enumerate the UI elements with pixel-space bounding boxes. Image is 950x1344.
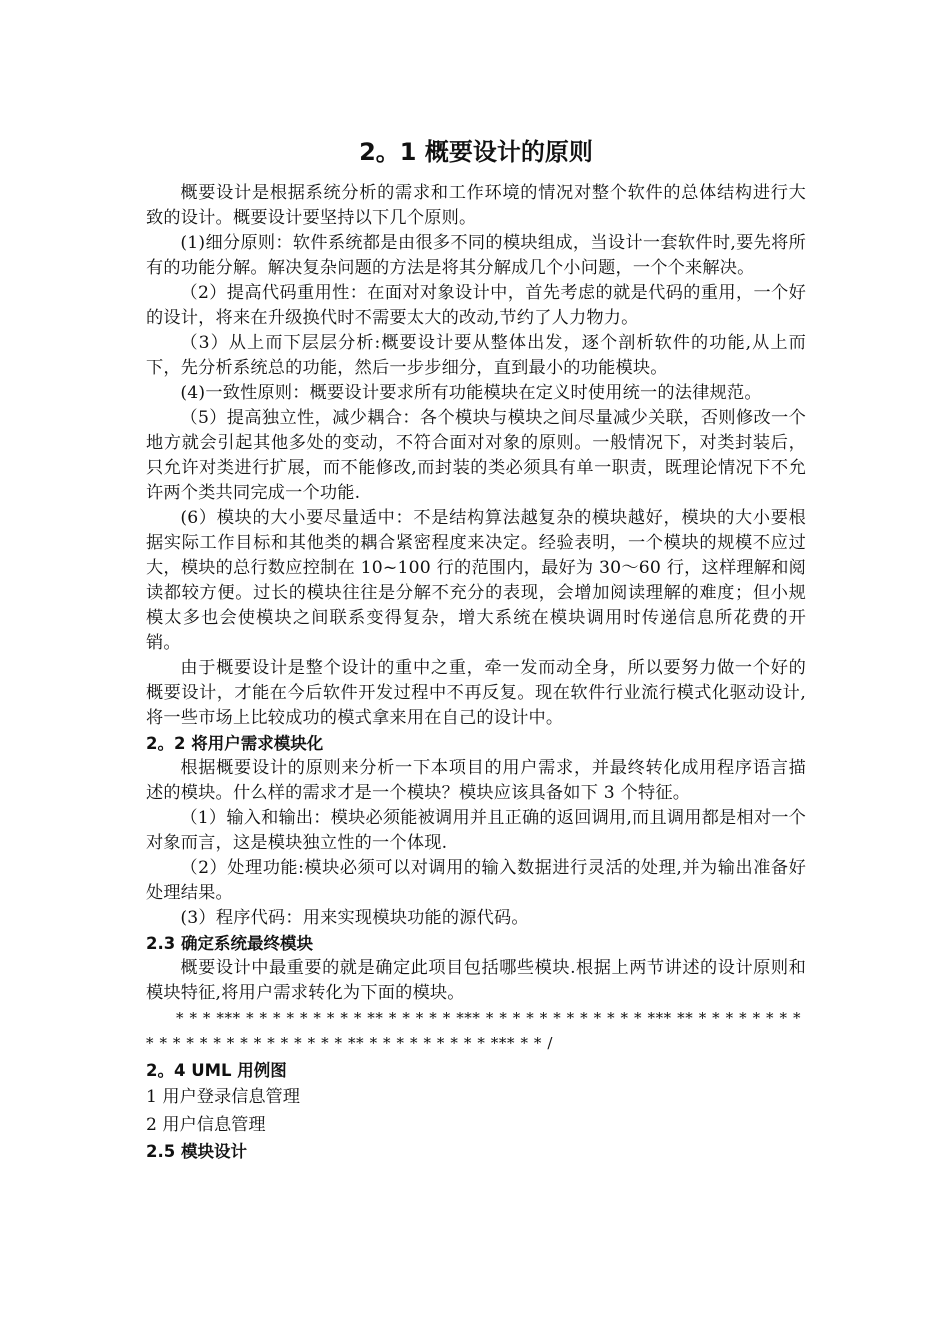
asterisk-line: * * * *** * * * * * * * * * ** * * * * * *** * * * * * * * * * * * * *** ** * * * * * * * * * * * * * * * * * * * * * * * ** * * * * * * * * * *** * * /: [146, 1009, 802, 1052]
feature-1-paragraph: （1）输入和输出：模块必须能被调用并且正确的返回调用,而且调用都是相对一个对象而言，这是模块独立性的一个体现.: [146, 808, 806, 853]
feature-3-paragraph: (3）程序代码：用来实现模块功能的源代码。: [180, 908, 529, 928]
section-2-2-intro: 根据概要设计的原则来分析一下本项目的用户需求，并最终转化成用程序语言描述的模块。什么样的需求才是一个模块？模块应该具备如下 3 个特征。: [146, 758, 806, 803]
principle-3-paragraph: （3）从上而下层层分析:概要设计要从整体出发，逐个剖析软件的功能,从上而下，先分析系统总的功能，然后一步步细分，直到最小的功能模块。: [146, 333, 806, 378]
principle-1-paragraph: (1)细分原则：软件系统都是由很多不同的模块组成，当设计一套软件时,要先将所有的功能分解。解决复杂问题的方法是将其分解成几个小问题，一个个来解决。: [146, 233, 806, 278]
list-item-2: 2 用户信息管理: [146, 1115, 266, 1135]
section-2-3-paragraph: 概要设计中最重要的就是确定此项目包括哪些模块.根据上两节讲述的设计原则和模块特征,将用户需求转化为下面的模块。: [146, 958, 806, 1003]
document-body: [146, 135, 806, 1164]
principle-6-paragraph: (6）模块的大小要尽量适中：不是结构算法越复杂的模块越好，模块的大小要根据实际工作目标和其他类的耦合紧密程度来决定。经验表明，一个模块的规模不应过大，模块的总行数应控制在 10~100 行的范围内，最好为 30～60 行，这样理解和阅读都较方便。过长的模块往往是分解不充分的表现，会增加阅读理解的难度；但小规模太多也会使模块之间联系变得复杂，增大系统在模块调用时传递信息所花费的开销。: [146, 508, 806, 653]
principle-5-paragraph: （5）提高独立性，减少耦合：各个模块与模块之间尽量减少关联，否则修改一个地方就会引起其他多处的变动，不符合面对对象的原则。一般情况下，对类封装后，只允许对类进行扩展，而不能修改,而封装的类必须具有单一职责，既理论情况下不允许两个类共同完成一个功能.: [146, 408, 806, 503]
feature-2-paragraph: （2）处理功能:模块必须可以对调用的输入数据进行灵活的处理,并为输出准备好处理结果。: [146, 858, 806, 903]
section-heading-2-4: 2。4 UML 用例图: [146, 1061, 287, 1080]
section-heading-2-3: 2.3 确定系统最终模块: [146, 934, 313, 953]
principle-4-paragraph: (4)一致性原则：概要设计要求所有功能模块在定义时使用统一的法律规范。: [180, 383, 762, 403]
section-heading-2-5: 2.5 模块设计: [146, 1142, 247, 1161]
section-heading-2-2: 2。2 将用户需求模块化: [146, 734, 324, 753]
intro-paragraph: 概要设计是根据系统分析的需求和工作环境的情况对整个软件的总体结构进行大致的设计。概要设计要坚持以下几个原则。: [146, 183, 806, 228]
list-item-1: 1 用户登录信息管理: [146, 1087, 300, 1107]
section-title-2-1: 2。1 概要设计的原则: [359, 138, 593, 166]
summary-paragraph: 由于概要设计是整个设计的重中之重，牵一发而动全身，所以要努力做一个好的概要设计，才能在今后软件开发过程中不再反复。现在软件行业流行模式化驱动设计,将一些市场上比较成功的模式拿来用在自己的设计中。: [146, 658, 806, 728]
principle-2-paragraph: （2）提高代码重用性：在面对对象设计中，首先考虑的就是代码的重用，一个好的设计，将来在升级换代时不需要太大的改动,节约了人力物力。: [146, 283, 806, 328]
